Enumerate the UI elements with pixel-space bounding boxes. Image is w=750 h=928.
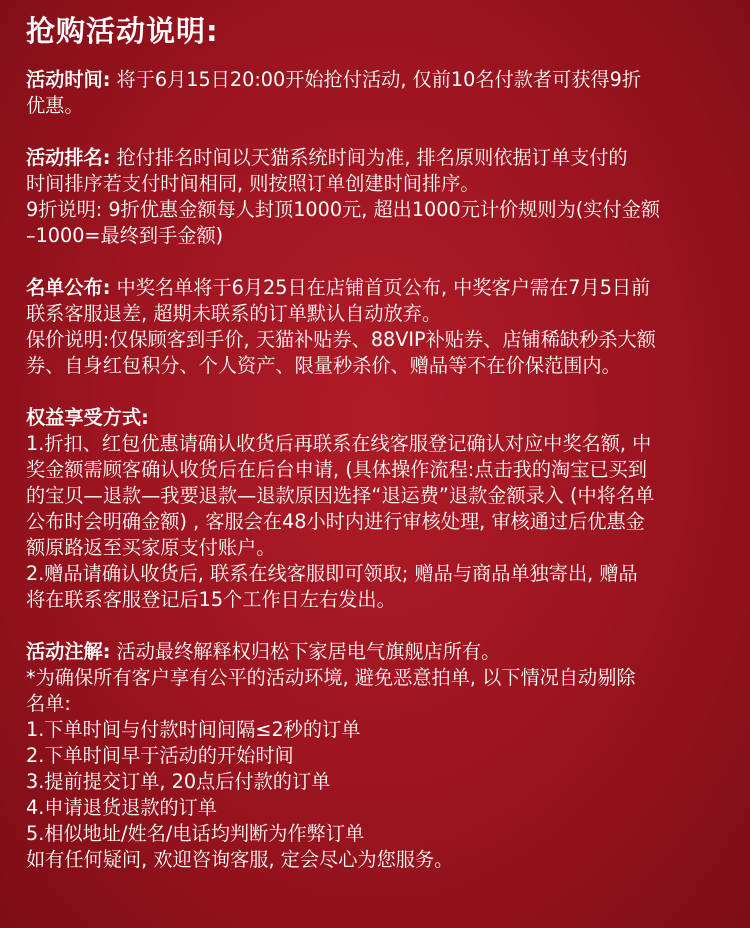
text-line (26, 821, 724, 847)
text-line (26, 587, 724, 613)
text-line (26, 717, 724, 743)
text-line (26, 535, 724, 561)
section-list-announcement (26, 275, 724, 379)
line-text: 券、自身红包积分、个人资产、限量秒杀价、赠品等不在价保范围内。 (26, 354, 621, 377)
text-line (26, 93, 724, 119)
text-line (26, 691, 724, 717)
text-line (26, 665, 724, 691)
text-line (26, 171, 724, 197)
line-text: 1.折扣、红包优惠请确认收货后再联系在线客服登记确认对应中奖名额, 中 (26, 432, 652, 455)
line-text: 如有任何疑问, 欢迎咨询客服, 定会尽心为您服务。 (26, 848, 454, 871)
text-line (26, 327, 724, 353)
line-text: 2.下单时间早于活动的开始时间 (26, 744, 294, 767)
text-line (26, 743, 724, 769)
line-text: 5.相似地址/姓名/电话均判断为作弊订单 (26, 822, 365, 845)
line-text: 优惠。 (26, 94, 84, 117)
line-text: *为确保所有客户享有公平的活动环境, 避免恶意拍单, 以下情况自动剔除 (26, 666, 636, 689)
section-gap (26, 119, 724, 145)
section-heading: 活动注解: (26, 640, 111, 663)
line-text: 将于6月15日20:00开始抢付活动, 仅前10名付款者可获得9折 (110, 68, 642, 91)
section-gap (26, 249, 724, 275)
text-line (26, 145, 724, 171)
line-text: 时间排序若支付时间相同, 则按照订单创建时间排序。 (26, 172, 480, 195)
section-benefits (26, 405, 724, 613)
line-text: 1.下单时间与付款时间间隔≤2秒的订单 (26, 718, 361, 741)
line-text: 保价说明:仅保顾客到手价, 天猫补贴券、88VIP补贴券、店铺稀缺秒杀大额 (26, 328, 656, 351)
section-heading: 名单公布: (26, 276, 111, 299)
text-line (26, 509, 724, 535)
text-line (26, 353, 724, 379)
line-text: 奖金额需顾客确认收货后在后台申请, (具体操作流程:点击我的淘宝已买到 (26, 458, 647, 481)
text-line (26, 769, 724, 795)
text-line (26, 483, 724, 509)
section-heading: 权益享受方式: (26, 406, 149, 429)
text-line (26, 223, 724, 249)
line-text: 2.赠品请确认收货后, 联系在线客服即可领取; 赠品与商品单独寄出, 赠品 (26, 562, 638, 585)
line-text: 的宝贝—退款—我要退款—退款原因选择“退运费”退款金额录入 (中将名单 (26, 484, 655, 507)
text-line (26, 431, 724, 457)
line-text: 将在联系客服登记后15个工作日左右发出。 (26, 588, 396, 611)
text-line (26, 561, 724, 587)
rules-content (26, 67, 724, 873)
text-line (26, 847, 724, 873)
section-heading: 活动排名: (26, 146, 111, 169)
text-line (26, 457, 724, 483)
text-line (26, 795, 724, 821)
text-line (26, 67, 724, 93)
line-text: 活动最终解释权归松下家居电气旗舰店所有。 (110, 640, 501, 663)
line-text: –1000=最终到手金额) (26, 224, 224, 247)
line-text: 3.提前提交订单, 20点后付款的订单 (26, 770, 331, 793)
line-text: 联系客服退差, 超期未联系的订单默认自动放弃。 (26, 302, 442, 325)
text-line (26, 197, 724, 223)
text-line (26, 275, 724, 301)
line-text: 名单: (26, 692, 71, 715)
section-gap (26, 613, 724, 639)
text-line (26, 639, 724, 665)
section-notes (26, 639, 724, 873)
section-heading: 活动时间: (26, 68, 111, 91)
line-text: 9折说明: 9折优惠金额每人封顶1000元, 超出1000元计价规则为(实付金额 (26, 198, 661, 221)
section-activity-time (26, 67, 724, 119)
text-line (26, 301, 724, 327)
page-title: 抢购活动说明: (26, 14, 219, 48)
line-text: 公布时会明确金额) , 客服会在48小时内进行审核处理, 审核通过后优惠金 (26, 510, 645, 533)
line-text: 4.申请退货退款的订单 (26, 796, 217, 819)
section-gap (26, 379, 724, 405)
line-text: 中奖名单将于6月25日在店铺首页公布, 中奖客户需在7月5日前 (110, 276, 651, 299)
section-activity-ranking (26, 145, 724, 249)
line-text: 额原路返至买家原支付账户。 (26, 536, 276, 559)
line-text: 抢付排名时间以天猫系统时间为准, 排名原则依据订单支付的 (110, 146, 628, 169)
